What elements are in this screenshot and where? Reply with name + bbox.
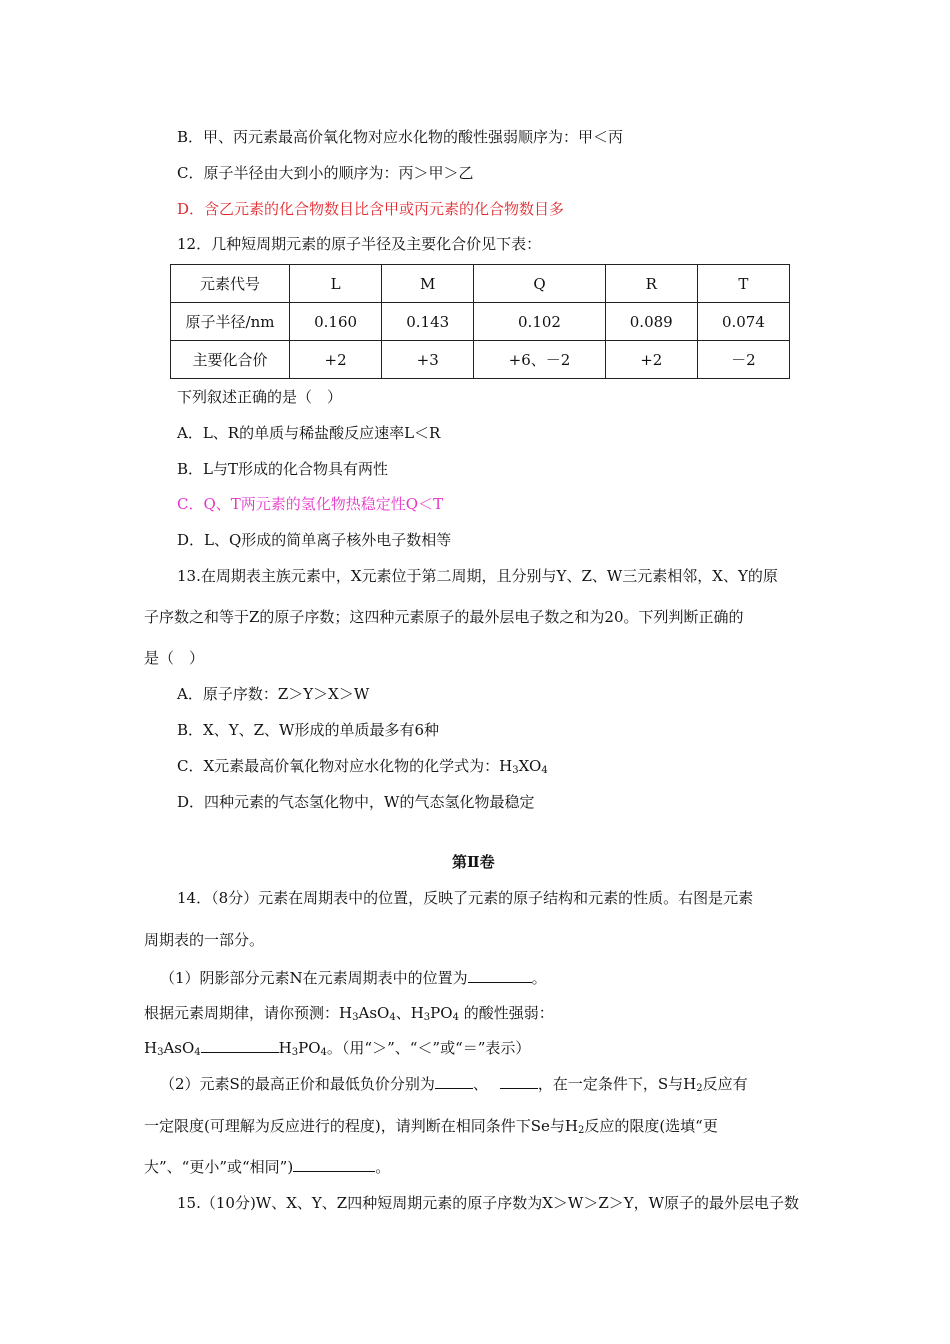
formula-h3po4: $H_3PO_4$ — [410, 1004, 459, 1023]
answer-blank[interactable] — [468, 968, 532, 983]
table-cell: 0.089 — [605, 303, 697, 341]
q14-line-2: 周期表的一部分。 — [144, 931, 265, 949]
table-cell: 0.102 — [474, 303, 605, 341]
answer-blank[interactable] — [201, 1038, 279, 1053]
answer-blank[interactable] — [293, 1157, 375, 1172]
table-cell: +2 — [605, 341, 697, 379]
q13-option-d: D．四种元素的气态氢化物中，W的气态氢化物最稳定 — [177, 793, 535, 811]
table-row — [171, 265, 790, 303]
q14-line-1: 14．（8分）元素在周期表中的位置，反映了元素的原子结构和元素的性质。右图是元素 — [177, 889, 754, 907]
q11-option-d: D．含乙元素的化合物数目比含甲或丙元素的化合物数目多 — [177, 200, 565, 218]
table-cell: +3 — [382, 341, 474, 379]
table-cell: －2 — [697, 341, 789, 379]
q13-line-2: 子序数之和等于Z的原子序数；这四种元素原子的最外层电子数之和为20。下列判断正确的 — [144, 608, 744, 626]
q13-line-3: 是（ ） — [144, 649, 205, 667]
q13-option-c-text: C．X元素最高价氧化物对应水化物的化学式为： — [177, 757, 500, 775]
table-cell: T — [697, 265, 789, 303]
formula-h3aso4: $H_3AsO_4$ — [144, 1039, 201, 1058]
q14-part-2: （2）元素S的最高正价和最低负价分别为 、 ，在一定条件下，S与$H_2$反应有 — [160, 1075, 748, 1094]
row-label: 原子半径/nm — [171, 303, 290, 341]
table-cell: 0.074 — [697, 303, 789, 341]
table-row — [171, 303, 790, 341]
q12-option-c: C．Q、T两元素的氢化物热稳定性Q＜T — [177, 495, 444, 513]
formula-h3po4: $H_3PO_4$ — [278, 1039, 327, 1058]
q12-option-a: A．L、R的单质与稀盐酸反应速率L＜R — [177, 424, 441, 442]
q11-option-c: C．原子半径由大到小的顺序为：丙＞甲＞乙 — [177, 164, 474, 182]
formula-h3aso4: $H_3AsO_4$ — [339, 1004, 396, 1023]
q13-option-b: B．X、Y、Z、W形成的单质最多有6种 — [177, 721, 439, 739]
row-label: 主要化合价 — [171, 341, 290, 379]
table-cell: M — [382, 265, 474, 303]
table-cell: L — [290, 265, 382, 303]
q13-option-c — [177, 756, 548, 776]
q12-question: 下列叙述正确的是（ ） — [177, 388, 343, 406]
table-cell: 0.160 — [290, 303, 382, 341]
table-cell: +6、－2 — [474, 341, 605, 379]
table-row — [171, 341, 790, 379]
q12-stem: 12．几种短周期元素的原子半径及主要化合价见下表： — [177, 235, 542, 253]
section-title: 第Ⅱ卷 — [452, 853, 495, 871]
element-data-table — [170, 264, 790, 379]
answer-blank[interactable] — [500, 1074, 538, 1089]
q15-line-1: 15.（10分)W、X、Y、Z四种短周期元素的原子序数为X＞W＞Z＞Y，W原子的最外层电子数 — [177, 1194, 800, 1212]
row-label: 元素代号 — [171, 265, 290, 303]
q14-part-2-line-3: 大”、“更小”或“相同”) 。 — [144, 1158, 391, 1176]
answer-blank[interactable] — [435, 1074, 473, 1089]
table-cell: 0.143 — [382, 303, 474, 341]
formula-h3xo4: $H_3XO_4$ — [499, 757, 548, 776]
q13-option-a: A．原子序数：Z＞Y＞X＞W — [177, 685, 370, 703]
table-cell: Q — [474, 265, 605, 303]
q14-part-2-line-2: 一定限度(可理解为反应进行的程度)，请判断在相同条件下Se与$H_2$反应的限度(选填“更 — [144, 1117, 718, 1136]
table-cell: +2 — [290, 341, 382, 379]
q11-option-b: B．甲、丙元素最高价氧化物对应水化物的酸性强弱顺序为：甲＜丙 — [177, 128, 624, 146]
q12-option-b: B．L与T形成的化合物具有两性 — [177, 460, 388, 478]
q13-line-1: 13.在周期表主族元素中，X元素位于第二周期，且分别与Y、Z、W三元素相邻，X、Y的原 — [177, 567, 778, 585]
table-cell: R — [605, 265, 697, 303]
q14-compare: $H_3AsO_4$ $H_3PO_4$。（用“＞”、“＜”或“＝”表示） — [144, 1039, 531, 1058]
q12-option-d: D．L、Q形成的简单离子核外电子数相等 — [177, 531, 452, 549]
q14-part-1: （1）阴影部分元素N在元素周期表中的位置为 。 — [160, 969, 547, 987]
q14-predict: 根据元素周期律，请你预测：$H_3AsO_4$、$H_3PO_4$ 的酸性强弱： — [144, 1004, 554, 1023]
